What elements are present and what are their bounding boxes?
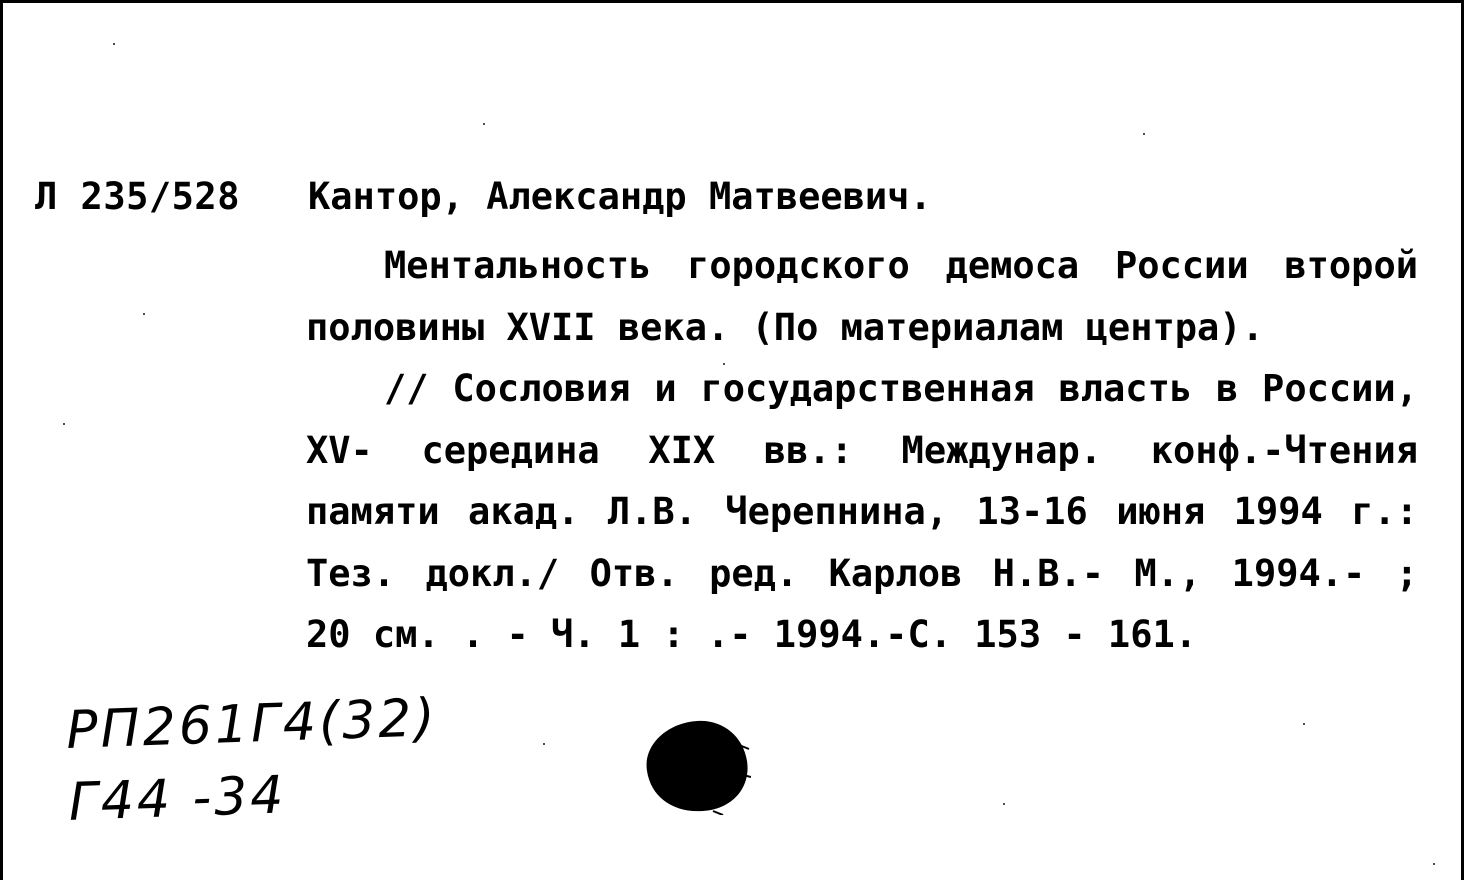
speck [1433,863,1435,865]
speck [543,743,545,745]
speck [483,123,485,125]
punch-hole-icon [643,715,751,815]
handwritten-classification [65,682,441,839]
shelfmark: Л 235/528 [35,175,240,218]
speck [143,313,145,315]
speck [63,423,65,425]
title-paragraph: Ментальность городского демоса России второй половины XVII века. (По материалам центра). [306,244,1418,349]
handwritten-line-2: Г44 -34 [67,765,288,833]
speck [1303,723,1305,725]
speck [1143,133,1145,135]
author-heading: Кантор, Александр Матвеевич. [308,175,932,218]
speck [113,43,115,45]
source-paragraph: // Сословия и государственная власть в России, XV- середина XIX вв.: Междунар. конф.-Чтения памяти акад. Л.В. Черепнина, 13-16 июня 1994 г.: Тез. докл./ Отв. ред. Карлов Н.В.- М., 1994.- ; 20 см. . - Ч. 1 : .- 1994.-С. 153 - 161. [306,367,1418,656]
speck [1003,803,1005,805]
bibliographic-description [306,235,1418,666]
handwritten-line-1: РП261Г4(32) [65,688,439,761]
speck [723,363,725,365]
